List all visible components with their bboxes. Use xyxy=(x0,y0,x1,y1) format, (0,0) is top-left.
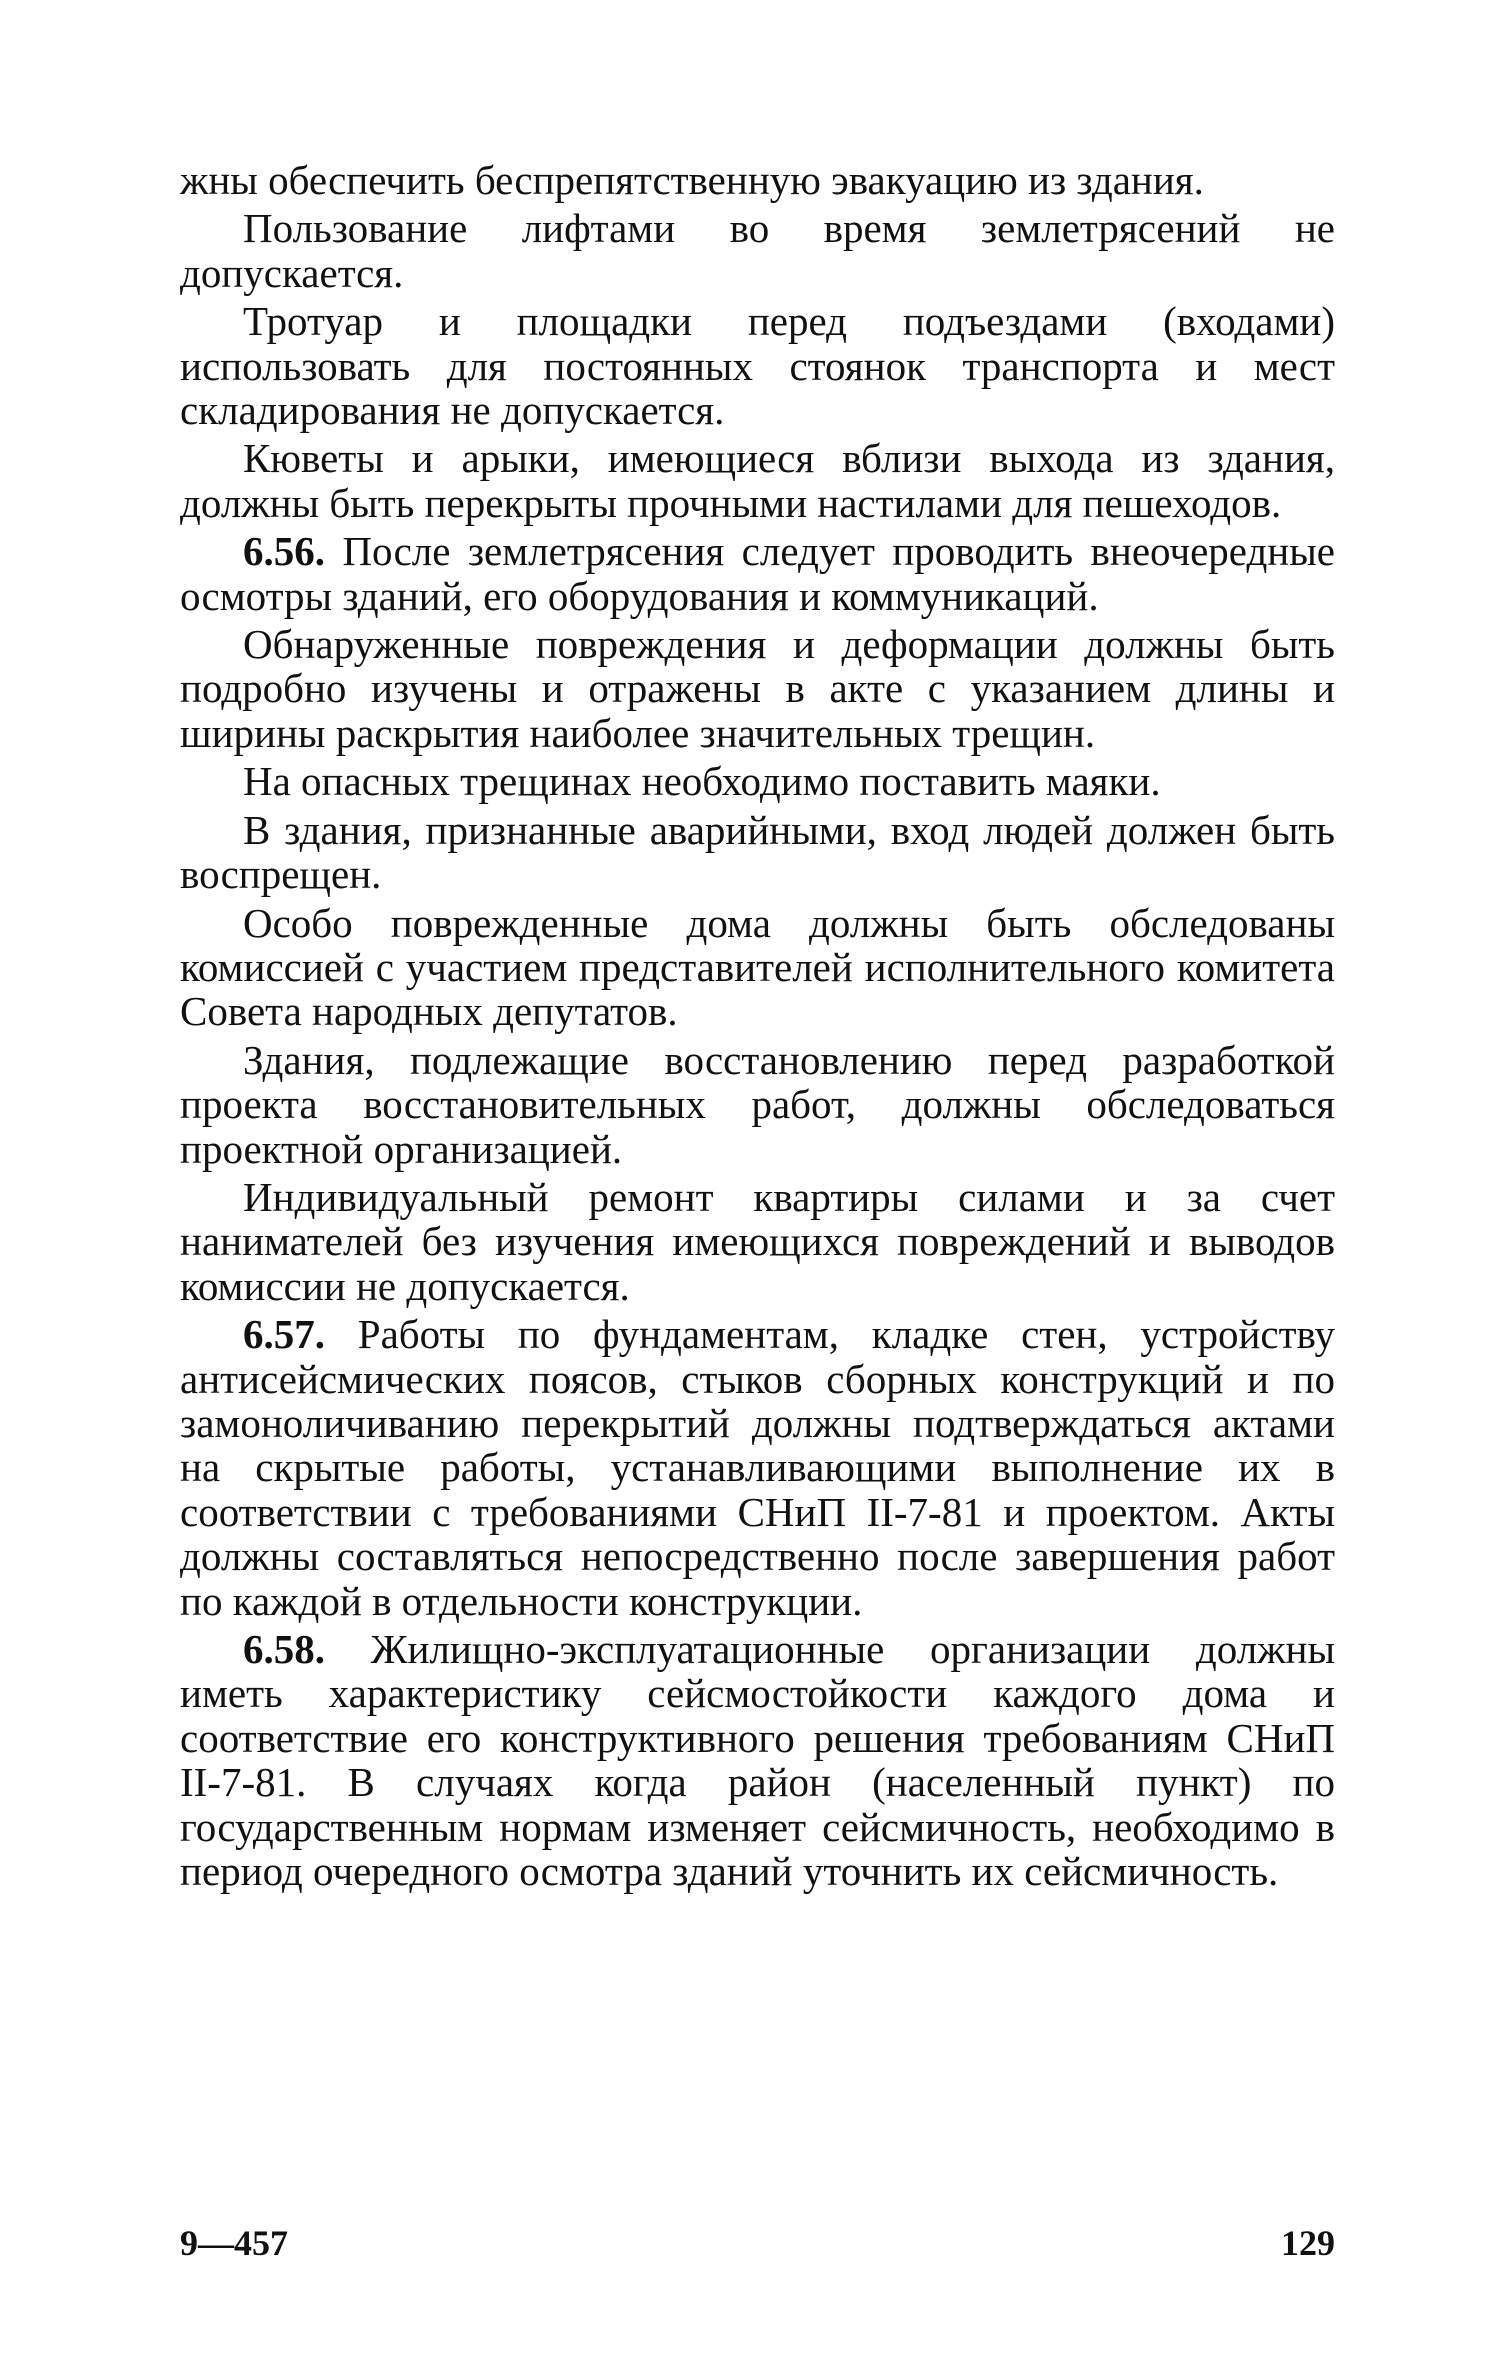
paragraph xyxy=(180,1175,1335,1308)
paragraph-text: Работы по фундаментам, кладке стен, устройству антисейсмических поясов, стыков сборных конструкций и по замоноличиванию перекрытий должны подтверждаться актами на скрытые работы, устанавливающими выполнение их в соответствии с требованиями СНиП II-7-81 и проектом. Акты должны составляться непосредственно после завершения работ по каждой в отдельности конструкции. xyxy=(180,1311,1335,1624)
paragraph-text: Жилищно-эксплуатационные организации должны иметь характеристику сейсмостойкости каждого дома и соответствие его конструктивного решения требованиям СНиП II-7-81. В случаях когда район (населенный пункт) по государственным нормам изменяет сейсмичность, необходимо в период очередного осмотра зданий уточнить их сейсмичность. xyxy=(180,1626,1336,1895)
paragraph-text: Индивидуальный ремонт квартиры силами и за счет нанимателей без изучения имеющихся повреждений и выводов комиссии не допускается. xyxy=(180,1173,1335,1309)
section-6-57 xyxy=(180,1312,1335,1623)
paragraph xyxy=(180,1038,1335,1171)
paragraph-text: Особо поврежденные дома должны быть обследованы комиссией с участием представителей исполнительного комитета Совета народных депутатов. xyxy=(180,899,1335,1035)
paragraph xyxy=(180,622,1335,755)
section-number: 6.58. xyxy=(243,1626,325,1672)
paragraph xyxy=(180,759,1335,803)
section-6-58 xyxy=(180,1627,1335,1893)
paragraph-text: жны обеспечить беспрепятственную эвакуацию из здания. xyxy=(180,157,1204,203)
paragraph-text: Пользование лифтами во время землетрясений не допускается. xyxy=(180,205,1335,296)
section-number: 6.56. xyxy=(243,528,325,575)
paragraph-text: После землетрясения следует проводить внеочередные осмотры зданий, его оборудования и коммуникаций. xyxy=(180,528,1335,619)
printer-signature: 9—457 xyxy=(180,2223,288,2263)
paragraph xyxy=(180,299,1335,432)
paragraph-text: Обнаруженные повреждения и деформации должны быть подробно изучены и отражены в акте с указанием длины и ширины раскрытия наиболее значительных трещин. xyxy=(180,621,1335,756)
section-6-56 xyxy=(180,529,1335,618)
paragraph xyxy=(180,901,1335,1034)
page-number: 129 xyxy=(1281,2223,1335,2263)
paragraph xyxy=(180,206,1335,295)
paragraph-text: В здания, признанные аварийными, вход людей должен быть воспрещен. xyxy=(180,806,1335,898)
paragraph-text: Кюветы и арыки, имеющиеся вблизи выхода из здания, должны быть перекрыты прочными настилами для пешеходов. xyxy=(180,435,1335,526)
paragraph-text: Здания, подлежащие восстановлению перед разработкой проекта восстановительных работ, должны обследоваться проектной организацией. xyxy=(180,1036,1335,1172)
page-footer xyxy=(180,2222,1335,2272)
section-number: 6.57. xyxy=(243,1311,325,1358)
page-body xyxy=(180,158,1335,1897)
paragraph xyxy=(180,158,1335,202)
paragraph xyxy=(180,808,1335,897)
paragraph-text: На опасных трещинах необходимо поставить маяки. xyxy=(243,758,1161,805)
paragraph-text: Тротуар и площадки перед подъездами (входами) использовать для постоянных стоянок транспорта и мест складирования не допускается. xyxy=(180,298,1335,434)
paragraph xyxy=(180,436,1335,525)
